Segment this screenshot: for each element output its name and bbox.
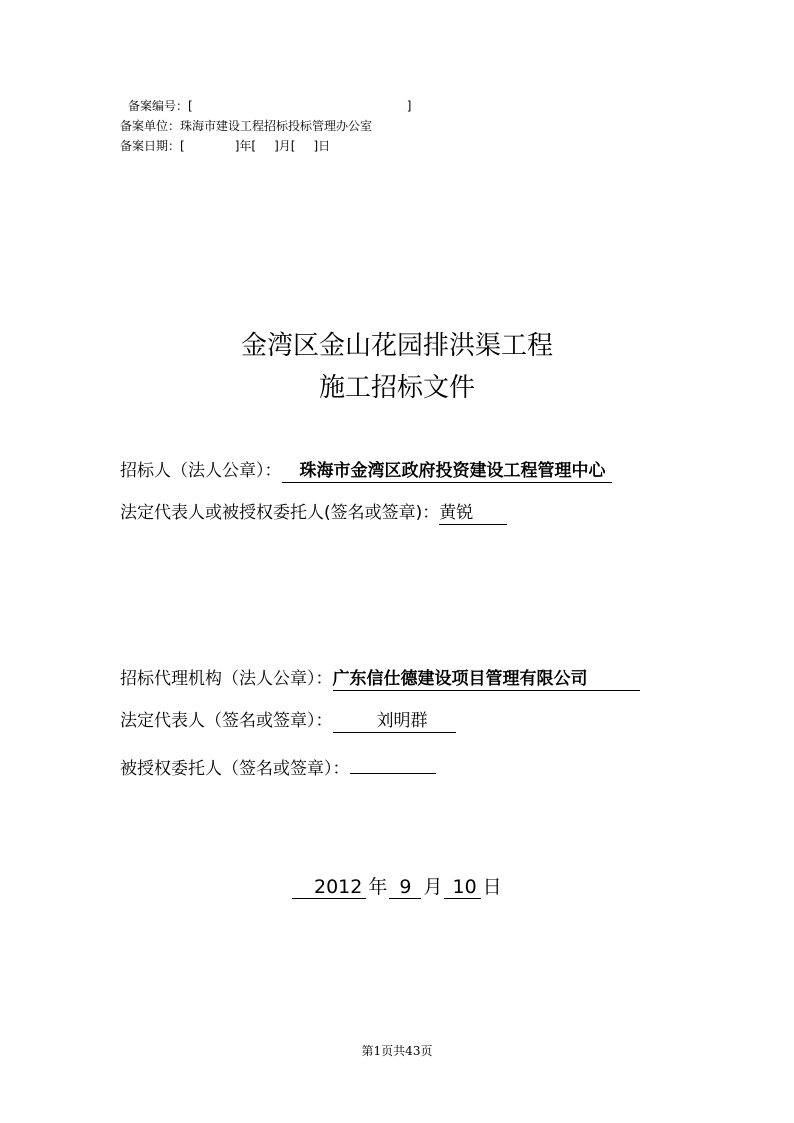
filing-number-row (128, 98, 411, 114)
filing-number-label: 备案编号：[ (128, 99, 193, 113)
date-day-unit: 日 (482, 876, 502, 898)
date-day: 10 (444, 877, 480, 899)
tenderer-rep-label: 法定代表人或被授权委托人(签名或签章)： (120, 503, 440, 523)
date-row (292, 875, 504, 899)
filing-date-day: ]日 (313, 139, 331, 153)
date-month: 9 (389, 877, 421, 899)
tenderer-value: 珠海市金湾区政府投资建设工程管理中心 (282, 461, 612, 483)
filing-number-close: ] (406, 99, 412, 113)
date-year: 2012 (292, 877, 366, 899)
tenderer-rep-row (120, 502, 507, 525)
page-footer: 第1页共43页 (361, 1044, 433, 1058)
filing-date-row (120, 138, 330, 154)
agency-row (120, 668, 640, 691)
filing-date-label: 备案日期：[ (120, 139, 185, 153)
tenderer-row (120, 460, 612, 483)
agency-delegate-row (120, 752, 436, 780)
document-title-line1: 金湾区金山花园排洪渠工程 (240, 331, 553, 361)
agency-delegate-label: 被授权委托人（签名或签章）： (120, 759, 350, 779)
filing-unit: 备案单位：珠海市建设工程招标投标管理办公室 (120, 119, 373, 133)
agency-value: 广东信仕德建设项目管理有限公司 (333, 669, 640, 691)
agency-rep-row (120, 710, 456, 733)
date-year-unit: 年 (368, 876, 388, 898)
document-title-line2: 施工招标文件 (318, 373, 475, 403)
filing-date-year: ]年[ (234, 139, 257, 153)
date-month-unit: 月 (423, 876, 443, 898)
tenderer-rep-value: 黄锐 (439, 503, 507, 525)
tenderer-label: 招标人（法人公章）： (120, 461, 282, 481)
agency-label: 招标代理机构（法人公章）： (120, 669, 333, 689)
agency-rep-value: 刘明群 (333, 711, 456, 733)
agency-rep-label: 法定代表人（签名或签章）： (120, 711, 333, 731)
filing-date-month: ]月[ (274, 139, 296, 153)
agency-delegate-value (350, 752, 436, 774)
